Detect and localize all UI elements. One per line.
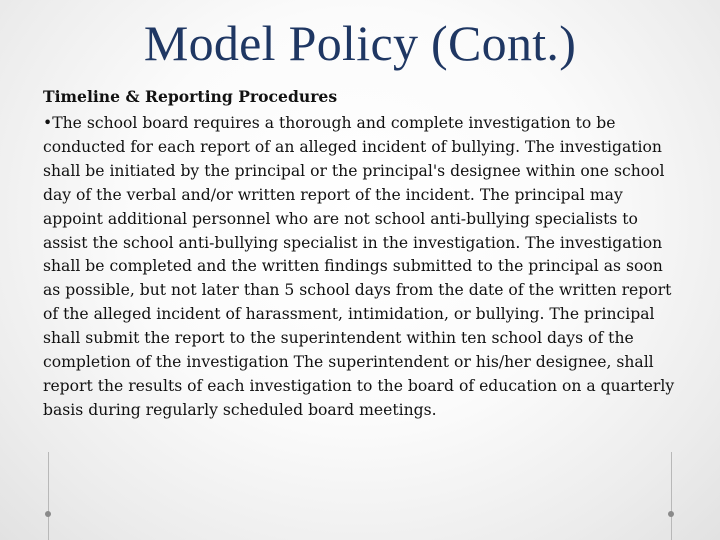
body-paragraph: •The school board requires a thorough and complete investigation to be conducted for each report of an alleged incident of bullying. The investigation shall be initiated by the principal or the principal's designee within one school day of the verbal and/or written report of the incident. The principal may appoint additional personnel who are not school anti-bullying specialists to assist the school anti-bullying specialist in the investigation. The investigation shall be completed and the written findings submitted to the principal as soon as possible, but not later than 5 school days from the date of the written report of the alleged incident of harassment, intimidation, or bullying. The principal shall submit the report to the superintendent within ten school days of the completion of the investigation The superintendent or his/her designee, shall report the results of each investigation to the board of education on a quarterly basis during regularly scheduled board meetings.	[43, 114, 675, 419]
slide-content	[43, 85, 683, 423]
slide-title: Model Policy (Cont.)	[143, 15, 577, 71]
frame-left-dot	[45, 511, 51, 517]
frame-left-line	[48, 452, 49, 540]
frame-right-line	[671, 452, 672, 540]
frame-right-dot	[668, 511, 674, 517]
section-subtitle: Timeline & Reporting Procedures	[43, 87, 338, 106]
